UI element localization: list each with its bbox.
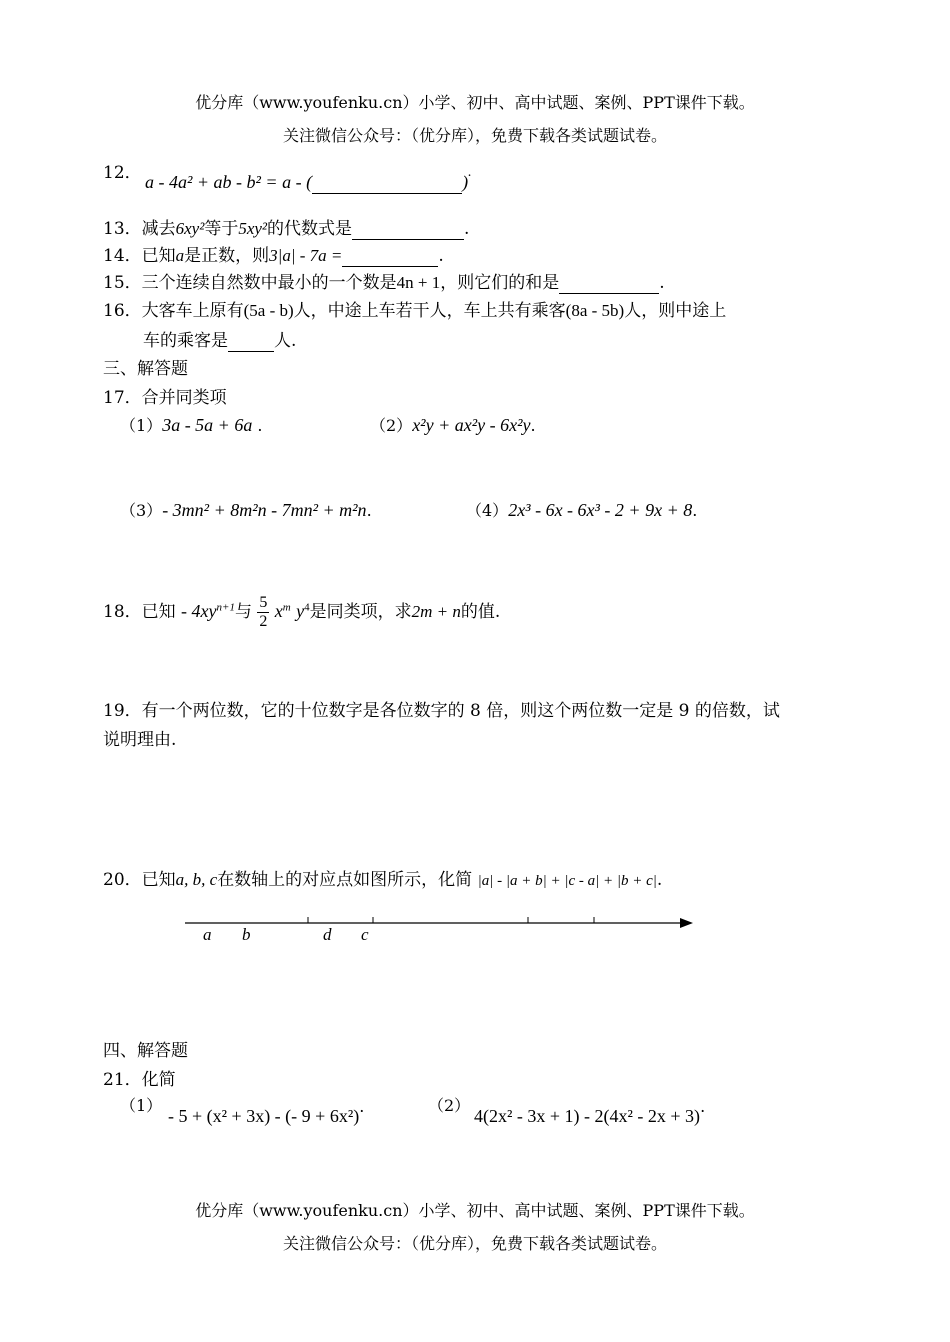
- question-16: 16．大客车上原有(5a - b)人，中途上车若干人，车上共有乘客(8a - 5b)人，则中途上: [103, 301, 727, 321]
- q17-part-3: （3）- 3mn² + 8m²n - 7mn² + m²n.: [120, 500, 372, 520]
- question-15: 15．三个连续自然数中最小的一个数是4n + 1，则它们的和是 .: [103, 273, 665, 293]
- q13-answer-blank[interactable]: [352, 219, 464, 240]
- point-label-c: c: [361, 925, 369, 944]
- question-13: 13．减去6xy²等于5xy²的代数式是 .: [103, 219, 470, 239]
- header-line-2: 关注微信公众号：（优分库），免费下载各类试题试卷。: [282, 126, 667, 145]
- question-12: [103, 158, 142, 183]
- q17-part-1: （1）3a - 5a + 6a .: [120, 415, 263, 435]
- q12-expression: a - 4a² + ab - b² = a - ( ).: [145, 165, 472, 192]
- q15-answer-blank[interactable]: [559, 273, 659, 294]
- q21-part-1-label: （1）: [120, 1096, 163, 1115]
- question-20: 20．已知a, b, c在数轴上的对应点如图所示，化简 |a| - |a + b| + |c - a| + |b + c|.: [103, 870, 663, 890]
- header-line-1: 优分库（www.youfenku.cn）小学、初中、高中试题、案例、PPT课件下载。: [195, 93, 755, 112]
- footer-line-1: 优分库（www.youfenku.cn）小学、初中、高中试题、案例、PPT课件下载。: [195, 1201, 755, 1220]
- question-16-line-2: 车的乘客是 人.: [143, 331, 297, 351]
- question-17: 17．合并同类项: [103, 388, 227, 408]
- q12-answer-blank[interactable]: [312, 172, 462, 194]
- section-4-title: 四、解答题: [103, 1041, 188, 1061]
- section-3-title: 三、解答题: [103, 359, 188, 379]
- question-19: 19．有一个两位数，它的十位数字是各位数字的 8 倍，则这个两位数一定是 9 的倍数，试: [103, 701, 780, 721]
- point-label-b: b: [242, 925, 251, 944]
- arrow-icon: [680, 918, 693, 928]
- q17-part-2: （2）x²y + ax²y - 6x²y.: [370, 415, 536, 435]
- q21-part-1: - 5 + (x² + 3x) - (- 9 + 6x²).: [168, 1097, 365, 1126]
- q21-part-2-label: （2）: [428, 1096, 471, 1115]
- question-number: 12．: [103, 163, 142, 183]
- number-line: [180, 910, 700, 934]
- footer-line-2: 关注微信公众号：（优分库），免费下载各类试题试卷。: [282, 1234, 667, 1253]
- fraction: $\frac{5}{2}$: [259, 594, 268, 630]
- q17-part-4: （4）2x³ - 6x - 6x³ - 2 + 9x + 8.: [466, 500, 698, 520]
- q21-part-2: 4(2x² - 3x + 1) - 2(4x² - 2x + 3).: [474, 1097, 706, 1126]
- q16-answer-blank[interactable]: [228, 331, 274, 352]
- point-label-d: d: [323, 925, 332, 944]
- question-21: 21．化简: [103, 1070, 176, 1090]
- question-18: 18．已知 - $4xy^{n+1}$与 $\frac{5}{2}$ $x^m$ $y^4$是同类项，求2m + n的值.: [103, 594, 501, 630]
- point-label-a: a: [203, 925, 212, 944]
- question-14: 14．已知a是正数，则3|a| - 7a = .: [103, 246, 444, 266]
- question-19-line-2: 说明理由.: [103, 730, 177, 750]
- q14-answer-blank[interactable]: [342, 246, 438, 267]
